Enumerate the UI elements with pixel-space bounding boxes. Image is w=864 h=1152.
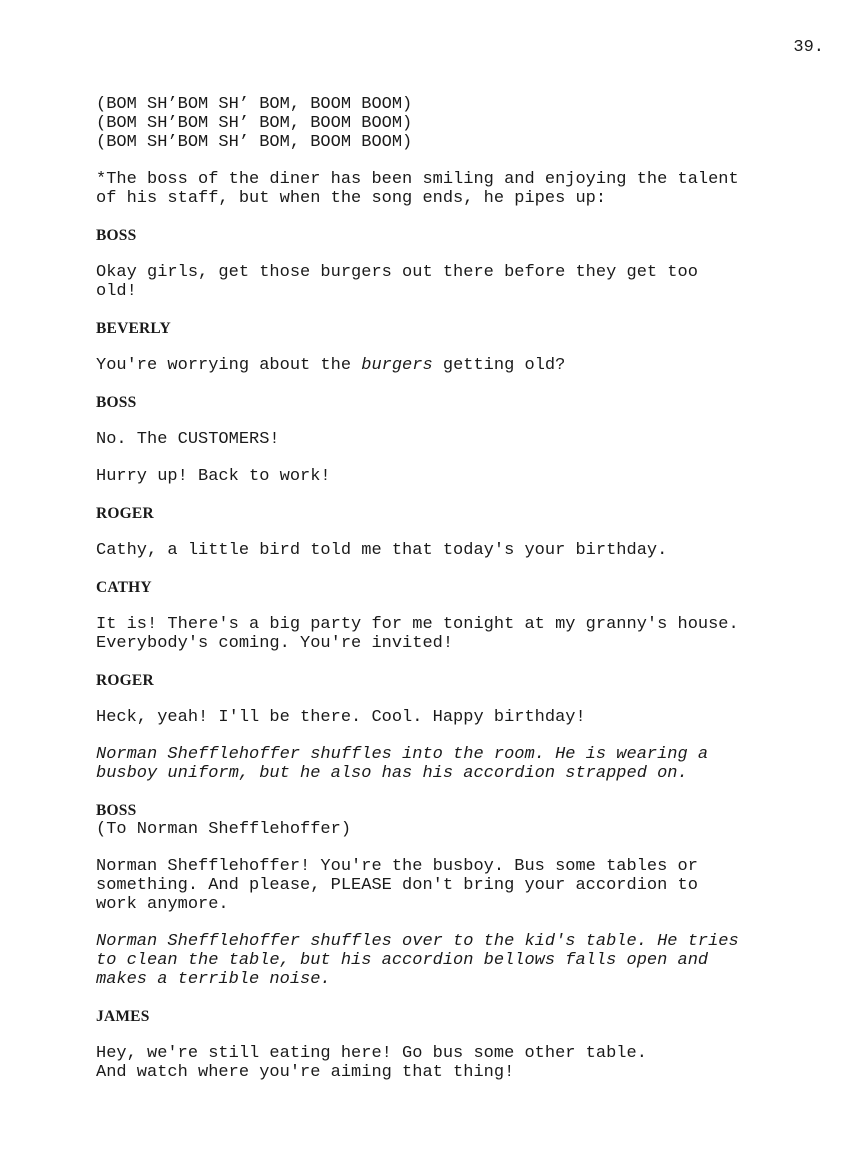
dialogue-line: Cathy, a little bird told me that today's your birthday. — [96, 541, 668, 560]
dialogue-roger — [96, 541, 836, 560]
dialogue-line: Hurry up! Back to work! — [96, 467, 331, 486]
dialogue-line: something. And please, PLEASE don't bring your accordion to — [96, 876, 698, 895]
lyric-line: (BOM SH’BOM SH’ BOM, BOOM BOOM) — [96, 114, 413, 133]
dialogue-line: old! — [96, 282, 137, 301]
action-line: Norman Shefflehoffer shuffles over to the kid's table. He tries — [96, 932, 739, 951]
script-page — [96, 95, 836, 1100]
action-line: makes a terrible noise. — [96, 970, 331, 989]
stage-direction — [96, 170, 836, 208]
character-name-boss: BOSS — [96, 227, 137, 244]
action-block — [96, 745, 836, 783]
dialogue-boss — [96, 857, 836, 914]
dialogue-james — [96, 1044, 836, 1082]
parenthetical-line: (To Norman Shefflehoffer) — [96, 820, 352, 839]
direction-line: *The boss of the diner has been smiling and enjoying the talent — [96, 170, 739, 189]
dialogue-text: You're worrying about the — [96, 356, 362, 375]
character-name-james: JAMES — [96, 1008, 150, 1025]
action-line: busboy uniform, but he also has his accordion strapped on. — [96, 764, 688, 783]
lyric-line: (BOM SH’BOM SH’ BOM, BOOM BOOM) — [96, 133, 413, 152]
dialogue-line: Hey, we're still eating here! Go bus some other table. — [96, 1044, 647, 1063]
character-name-boss: BOSS — [96, 394, 137, 411]
dialogue-line — [96, 356, 836, 375]
dialogue-line: Everybody's coming. You're invited! — [96, 634, 454, 653]
action-line: Norman Shefflehoffer shuffles into the room. He is wearing a — [96, 745, 709, 764]
dialogue-line: Norman Shefflehoffer! You're the busboy. Bus some tables or — [96, 857, 698, 876]
dialogue-boss — [96, 467, 836, 486]
character-name-boss: BOSS — [96, 802, 137, 819]
character-name-beverly: BEVERLY — [96, 320, 171, 337]
lyric-line: (BOM SH’BOM SH’ BOM, BOOM BOOM) — [96, 95, 413, 114]
dialogue-boss — [96, 430, 836, 449]
dialogue-beverly — [96, 356, 836, 375]
direction-line: of his staff, but when the song ends, he pipes up: — [96, 189, 607, 208]
dialogue-line: No. The CUSTOMERS! — [96, 430, 280, 449]
character-name-roger: ROGER — [96, 505, 154, 522]
dialogue-roger — [96, 708, 836, 727]
page-number: 39. — [793, 38, 824, 57]
dialogue-line: And watch where you're aiming that thing! — [96, 1063, 515, 1082]
parenthetical — [96, 820, 836, 839]
dialogue-boss — [96, 263, 836, 301]
dialogue-line: Heck, yeah! I'll be there. Cool. Happy birthday! — [96, 708, 586, 727]
dialogue-line: work anymore. — [96, 895, 229, 914]
dialogue-cathy — [96, 615, 836, 653]
dialogue-emphasis: burgers — [361, 356, 433, 375]
dialogue-line: It is! There's a big party for me tonight at my granny's house. — [96, 615, 739, 634]
lyrics-block — [96, 95, 836, 152]
dialogue-line: Okay girls, get those burgers out there before they get too — [96, 263, 698, 282]
character-name-roger: ROGER — [96, 672, 154, 689]
dialogue-text: getting old? — [432, 356, 566, 375]
action-line: to clean the table, but his accordion bellows falls open and — [96, 951, 709, 970]
action-block — [96, 932, 836, 989]
character-name-cathy: CATHY — [96, 579, 152, 596]
